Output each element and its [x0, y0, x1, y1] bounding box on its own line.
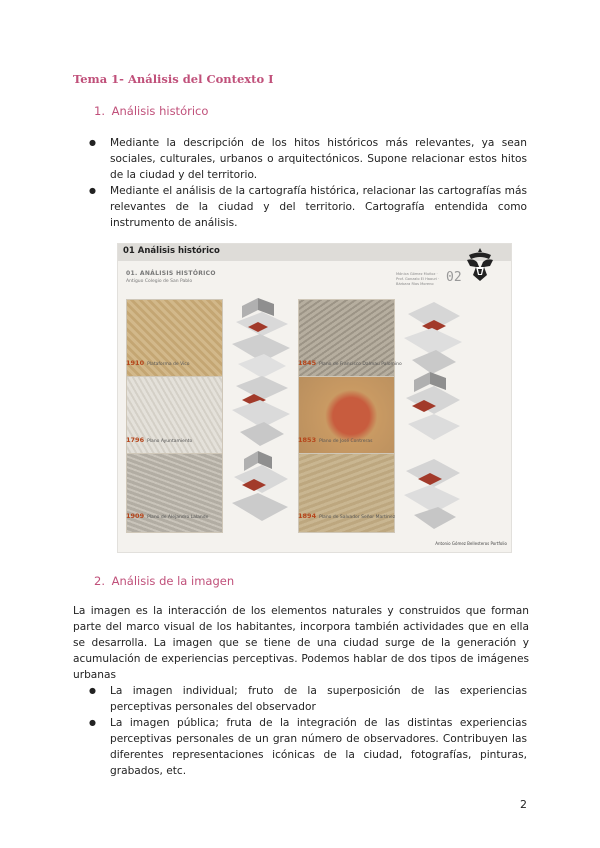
map-caption	[298, 359, 402, 367]
list-item: ● Mediante el análisis de la cartografía histórica, relacionar las cartografías más relevantes de la ciudad y del territorio. Cartografía entendida como instrumento de análisis.	[87, 183, 527, 231]
historic-map-1910	[126, 299, 223, 379]
page-number: 2	[520, 798, 527, 811]
map-year: 1845	[298, 359, 317, 367]
map-label: Plano de Alejandro Lalande	[147, 515, 209, 520]
section-heading-1	[94, 104, 208, 118]
historic-map-1894	[298, 453, 395, 533]
figure-subtitle: 01. ANÁLISIS HISTÓRICO	[126, 270, 216, 277]
list-item: ● Mediante la descripción de los hitos históricos más relevantes, ya sean sociales, culturales, urbanos o arquitectónicos. Supone relacionar estos hitos de la ciudad y del territorio.	[87, 135, 527, 183]
bullet-list-1	[87, 135, 527, 231]
section-number: 2.	[94, 574, 105, 588]
figure-title: 01 Análisis histórico	[123, 246, 220, 256]
historic-map-1845	[298, 299, 395, 379]
map-label: Plano de José Contreras	[319, 439, 373, 444]
figure-subline: Antiguo Colegio de San Pablo	[126, 279, 193, 284]
section-title: Análisis de la imagen	[111, 574, 235, 588]
figure-credit: Antonio Gómez Bellesteros Portfolio	[435, 541, 507, 546]
university-crest-icon	[463, 245, 497, 285]
historical-analysis-figure	[117, 243, 512, 553]
figure-authors: Mónica Gómez Muñoz · Prof. Gonzalo El Haouri · Bárbara Ríos Moreno	[396, 272, 440, 286]
bullet-list-2	[87, 683, 527, 779]
map-label: Plano de Salvador Señor Martínez	[319, 515, 396, 520]
map-caption	[298, 512, 395, 520]
list-item: ● La imagen individual; fruto de la superposición de las experiencias perceptivas personales del observador	[87, 683, 527, 715]
map-year: 1796	[126, 436, 145, 444]
map-caption	[126, 512, 208, 520]
section-heading-2	[94, 574, 234, 588]
page-title: Tema 1- Análisis del Contexto I	[73, 72, 274, 86]
list-item: ● La imagen pública; fruta de la integración de las distintas experiencias perceptivas personales de un gran número de observadores. Contribuyen las diferentes representaciones icónicas de la ciudad, fotografías, pinturas, grabados, etc.	[87, 715, 527, 779]
figure-page-number: 02	[446, 270, 462, 285]
historic-map-1909	[126, 453, 223, 533]
map-year: 1853	[298, 436, 317, 444]
historic-map-1853	[298, 376, 395, 456]
axonometric-block-1845	[400, 294, 466, 382]
map-year: 1909	[126, 512, 145, 520]
map-label: Plano de Francisco Dalmau Palomino	[319, 362, 402, 367]
map-year: 1910	[126, 359, 145, 367]
body-paragraph: La imagen es la interacción de los elementos naturales y construidos que forman parte del marco visual de los habitantes, incorpora también actividades que en ella se desarrolla. La imagen que se tiene de una ciudad surge de la generación y acumulación de experiencias perceptivas. Podemos hablar de dos tipos de imágenes urbanas	[73, 605, 529, 681]
axonometric-block-1894	[400, 449, 466, 533]
map-caption	[298, 436, 373, 444]
map-label: Plano Ayuntamiento	[147, 439, 193, 444]
axonometric-block-1796	[228, 372, 294, 452]
map-caption	[126, 359, 190, 367]
map-label: Plataforma de Vico	[147, 362, 190, 367]
map-year: 1894	[298, 512, 317, 520]
section-number: 1.	[94, 104, 105, 118]
historic-map-1796	[126, 376, 223, 456]
axonometric-block-1909	[228, 449, 294, 533]
axonometric-block-1853	[400, 372, 466, 452]
section-title: Análisis histórico	[111, 104, 209, 118]
axonometric-block-1910	[228, 294, 294, 382]
map-caption	[126, 436, 192, 444]
